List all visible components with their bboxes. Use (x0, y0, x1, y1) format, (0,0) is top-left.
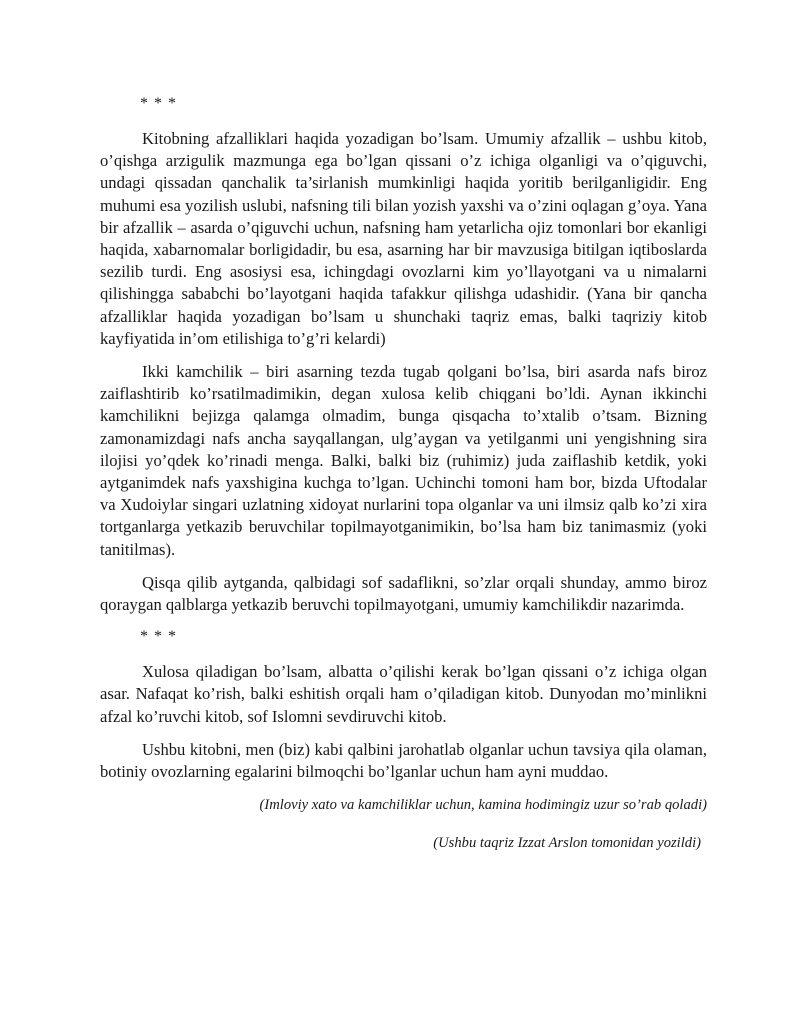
section-separator: * * * (140, 95, 177, 112)
document-body (100, 94, 707, 853)
paragraph-advantages: Kitobning afzalliklari haqida yozadigan bo’lsam. Umumiy afzallik – ushbu kitob, o’qishga arzigulik mazmunga ega bo’lgan qissani o’z ichiga olganligi va o’qiguvchi, undagi qissadan qanchalik ta’sirlanish mumkinligi haqida yoritib berilganligidir. Eng muhumi esa yozilish uslubi, nafsning tili bilan yozish yaxshi va o’zini oqlagan g’oya. Yana bir afzallik – asarda o’qiguvchi uchun, nafsning ham yetarlicha ojiz tomonlari bor ekanligi haqida, xabarnomalar borligidadir, bu esa, asarning har bir mavzusiga bitilgan iqtiboslarda sezilib turdi. Eng asosiysi esa, ichingdagi ovozlarni kim yo’llayotgani va u nimalarni qilishingga sababchi bo’layotgani haqida tafakkur qilishga udashidir. (Yana bir qancha afzalliklar haqida yozadigan bo’lsam u shunchaki taqriz emas, balki taqriziy kitob kayfiyatida in’om etilishiga to’g’ri kelardi) (100, 129, 707, 348)
paragraph-summary-shortcoming: Qisqa qilib aytganda, qalbidagi sof sadaflikni, so’zlar orqali shunday, ammo biroz qoraygan qalblarga yetkazib beruvchi topilmayotgani, umumiy kamchilikdir nazarimda. (100, 572, 707, 615)
paragraph-conclusion: Xulosa qiladigan bo’lsam, albatta o’qilishi kerak bo’lgan qissani o’z ichiga olgan asar. Nafaqat ko’rish, balki eshitish orqali ham o’qiladigan kitob. Dunyodan mo’minlikni afzal ko’ruvchi kitob, sof Islomni sevdiruvchi kitob. (100, 662, 707, 726)
apology-note: (Imloviy xato va kamchiliklar uchun, kamina hodimingiz uzur so’rab qoladi) (259, 797, 707, 814)
paragraph-shortcomings: Ikki kamchilik – biri asarning tezda tugab qolgani bo’lsa, biri asarda nafs biroz zaiflashtirib ko’rsatilmadimikin, degan xulosa kelib chiqgani bo’ldi. Aynan ikkinchi kamchilikni bejizga qalamga olmadim, bunga qisqacha to’xtalib o’tsam. Bizning zamonamizdagi nafs ancha sayqallangan, ulg’aygan va yetilganmi uni yengishning sira ilojisi yo’qdek ko’rinadi menga. Balki, balki biz (ruhimiz) juda zaiflashib ketdik, yoki aytganimdek nafs yaxshigina kuchga to’lgan. Uchinchi tomoni ham bor, bizda Uftodalar va Xudoiylar singari uzlatning xidoyat nurlarini topa olganlar va uni ilmsiz qalb ko’zi xira tortganlarga yetkazib beruvchilar topilmayotganimikin, bo’lsa ham biz tanimasmiz (yoki tanitilmas). (100, 362, 707, 559)
paragraph-recommendation: Ushbu kitobni, men (biz) kabi qalbini jarohatlab olganlar uchun tavsiya qila olaman, botiniy ovozlarning egalarini bilmoqchi bo’lganlar uchun ham ayni muddao. (100, 739, 707, 782)
section-separator: * * * (140, 628, 177, 646)
author-note: (Ushbu taqriz Izzat Arslon tomonidan yozildi) (433, 835, 701, 852)
